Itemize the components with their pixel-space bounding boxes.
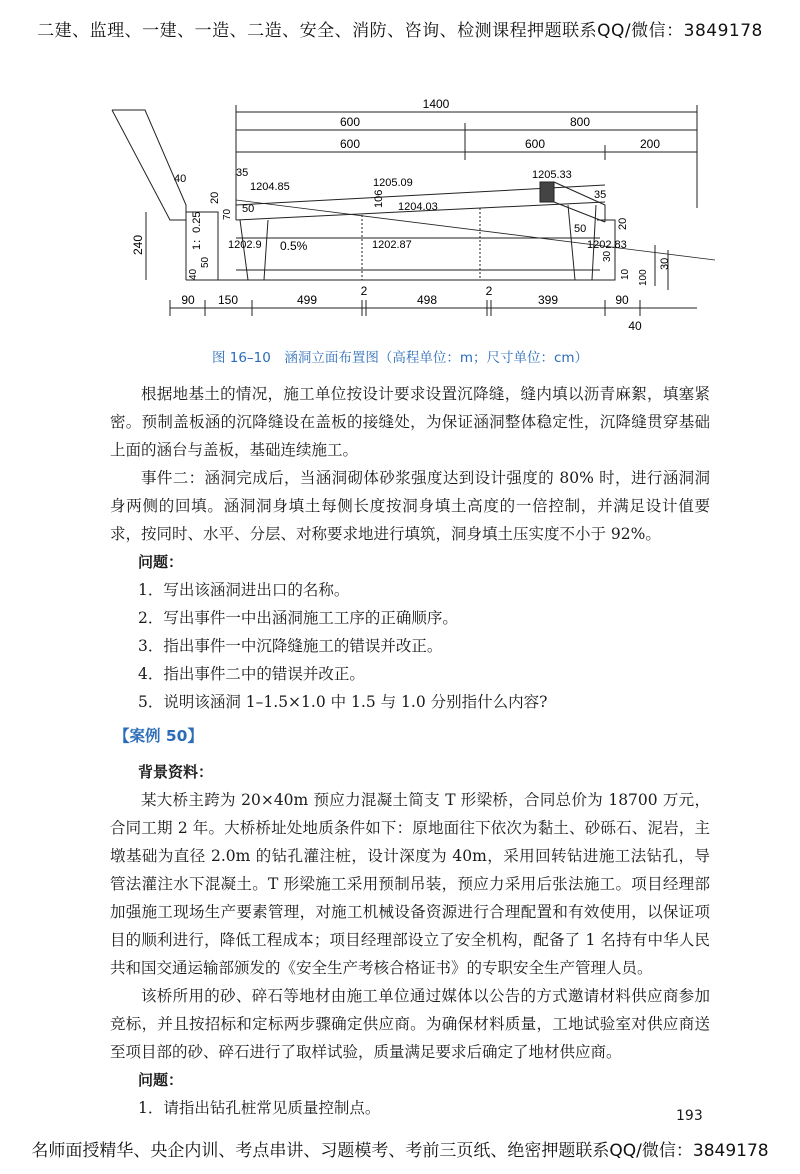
- dim-600-b: 600: [339, 137, 361, 151]
- slope-05: 0.5%: [280, 239, 308, 253]
- left-slope: [112, 110, 186, 280]
- question-3: 3．指出事件一中沉降缝施工的错误并改正。: [138, 637, 443, 655]
- right-label-30b: 30: [659, 257, 671, 270]
- left-label-70: 70: [222, 208, 233, 220]
- right-label-20: 20: [617, 217, 629, 230]
- background-title: 背景资料：: [138, 763, 214, 781]
- dim-1400: 1400: [422, 97, 450, 111]
- dim-600-c: 600: [524, 137, 546, 151]
- elev-1: 1204.85: [250, 181, 290, 193]
- question-2: 2．写出事件一中出涵洞施工工序的正确顺序。: [138, 609, 458, 627]
- bottom-399: 399: [537, 293, 559, 307]
- bottom-150: 150: [217, 293, 239, 307]
- bottom-2a: 2: [360, 284, 368, 298]
- dim-800: 800: [569, 115, 591, 129]
- page-header-watermark: 二建、监理、一建、一造、二造、安全、消防、咨询、检测课程押题联系QQ/微信：3849178: [37, 21, 763, 41]
- paragraph-event-2: 事件二：涵洞完成后，当涵洞砌体砂浆强度达到设计强度的 80% 时，进行涵洞洞身两侧的回填。涵洞洞身填土每侧长度按洞身填土高度的一倍控制，并满足设计值要求，按同时、水平、分层、对称要求地进行填筑，洞身填土压实度不小于 92%。: [110, 469, 710, 543]
- page-number: 193: [676, 1108, 703, 1124]
- elev-4: 1205.33: [532, 169, 572, 181]
- right-headwall: [540, 182, 554, 202]
- case-50-title: 【案例 50】: [114, 727, 203, 745]
- bottom-499: 499: [296, 293, 318, 307]
- dim-600: 600: [339, 115, 361, 129]
- dim-106: 106: [373, 189, 385, 208]
- question-case50-1: 1．请指出钻孔桩常见质量控制点。: [138, 1099, 381, 1117]
- right-label-10: 10: [620, 268, 631, 280]
- left-label-40b: 40: [188, 268, 199, 280]
- right-label-30a: 30: [602, 250, 613, 262]
- paragraph-materials: 该桥所用的砂、碎石等地材由施工单位通过媒体以公告的方式邀请材料供应商参加竞标，并且按招标和定标两步骤确定供应商。为确保材料质量，工地试验室对供应商送至项目部的砂、碎石进行了取样试验，质量满足要求后确定了地材供应商。: [110, 987, 710, 1061]
- elev-2: 1205.09: [373, 177, 413, 189]
- paragraph-settlement-joint: 根据地基土的情况，施工单位按设计要求设置沉降缝，缝内填以沥青麻絮，填塞紧密。预制盖板涵的沉降缝设在盖板的接缝处，为保证涵洞整体稳定性，沉降缝贯穿基础上面的涵台与盖板，基础连续施工。: [110, 385, 710, 459]
- bottom-90b: 90: [615, 293, 629, 307]
- main-text: [110, 380, 710, 1122]
- elev-3: 1204.03: [398, 201, 438, 213]
- elev-7: 1202.83: [587, 239, 627, 251]
- culvert-elevation-drawing: [100, 90, 720, 345]
- left-label-35: 35: [236, 167, 249, 179]
- left-label-240: 240: [131, 234, 145, 255]
- page-footer-watermark: 名师面授精华、央企内训、考点串讲、习题模考、考前三页纸、绝密押题联系QQ/微信：3849178: [31, 1141, 769, 1161]
- left-label-50: 50: [242, 203, 255, 215]
- bottom-90a: 90: [181, 293, 195, 307]
- elev-5: 1202.9: [228, 239, 262, 251]
- dim-200: 200: [639, 137, 661, 151]
- elev-6: 1202.87: [372, 239, 412, 251]
- questions-title: 问题：: [138, 553, 184, 571]
- right-label-100: 100: [638, 269, 649, 286]
- left-label-40: 40: [174, 173, 187, 185]
- bottom-2b: 2: [485, 284, 493, 298]
- questions-title-2: 问题：: [138, 1071, 184, 1089]
- left-label-slope: 1：0.25: [191, 211, 203, 250]
- paragraph-bridge-background: 某大桥主跨为 20×40m 预应力混凝土简支 T 形梁桥，合同总价为 18700 万元，合同工期 2 年。大桥桥址处地质条件如下：原地面往下依次为黏土、砂砾石、泥岩，主墩基础为直径 2.0m 的钻孔灌注桩，设计深度为 40m，采用回转钻进施工法钻孔，导管法灌注水下混凝土。T 形梁施工采用预制吊装，预应力采用后张法施工。项目经理部加强施工现场生产要素管理，对施工机械设备资源进行合理配置和有效使用，以保证项目的顺利进行，降低工程成本；项目经理部设立了安全机构，配备了 1 名持有中华人民共和国交通运输部颁发的《安全生产考核合格证书》的专职安全生产管理人员。: [110, 791, 710, 977]
- left-label-20: 20: [209, 191, 221, 204]
- right-label-50: 50: [574, 223, 587, 235]
- question-4: 4．指出事件二中的错误并改正。: [138, 665, 365, 683]
- question-5: 5．说明该涵洞 1–1.5×1.0 中 1.5 与 1.0 分别指什么内容?: [138, 693, 548, 711]
- figure-caption: 图 16–10 涵洞立面布置图（高程单位：m；尺寸单位：cm）: [211, 350, 589, 366]
- left-label-50b: 50: [200, 256, 211, 268]
- question-1: 1．写出该涵洞进出口的名称。: [138, 581, 350, 599]
- right-label-35: 35: [594, 189, 607, 201]
- bottom-498: 498: [416, 293, 438, 307]
- bottom-40: 40: [628, 319, 642, 333]
